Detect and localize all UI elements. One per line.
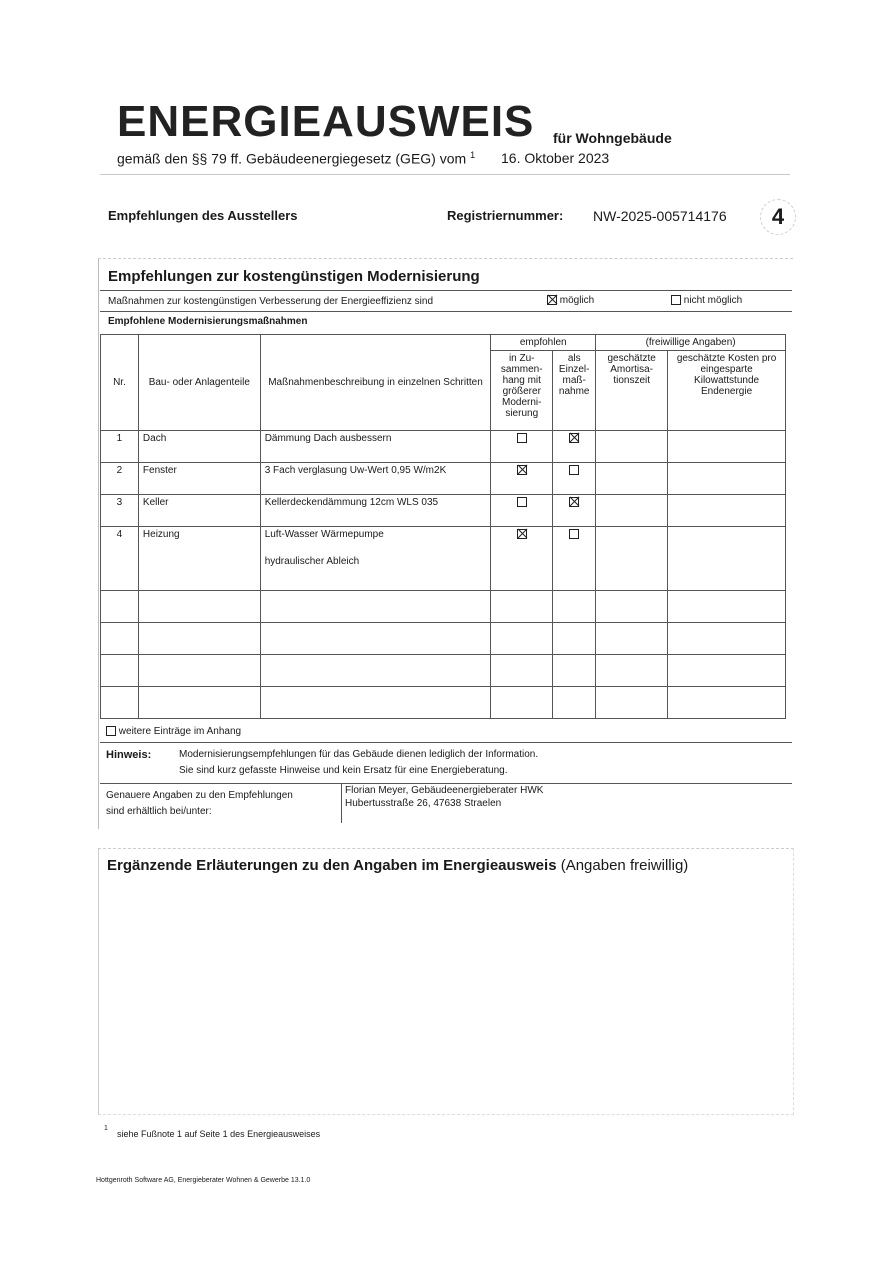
table-row [101,431,786,463]
col-header-recommended: empfohlen [491,335,596,351]
col-header-part: Bau- oder Anlagenteile [138,335,260,431]
checkbox-checked-icon[interactable] [569,433,579,443]
row-cost [668,431,786,463]
contact-label-1: Genauere Angaben zu den Empfehlungen [106,790,293,801]
table-row [101,527,786,591]
option-not-possible-label: nicht möglich [683,295,743,306]
divider [341,783,342,823]
hint-line-2: Sie sind kurz gefasste Hinweise und kein Ersatz für eine Energieberatung. [179,765,508,776]
row-amortization [596,495,668,527]
col-header-amortization: geschätzte Amortisa-tionszeit [596,351,668,431]
checkbox-checked-icon[interactable] [547,295,557,305]
supplementary-heading-main: Ergänzende Erläuterungen zu den Angaben im Energieausweis [107,857,557,874]
recommendations-subheading: Empfohlene Modernisierungsmaßnahmen [108,316,308,327]
hint-line-1: Modernisierungsempfehlungen für das Gebäude dienen lediglich der Information. [179,749,539,760]
row-description: Kellerdeckendämmung 12cm WLS 035 [260,495,491,527]
row-amortization [596,463,668,495]
table-row-empty [101,687,786,719]
contact-label-2: sind erhältlich bei/unter: [106,806,212,817]
contact-address: Hubertusstraße 26, 47638 Straelen [345,798,502,809]
more-entries[interactable] [106,726,241,737]
checkbox-empty-icon[interactable] [569,465,579,475]
table-row-empty [101,623,786,655]
option-possible-label: möglich [559,295,595,306]
row-description-line2: hydraulischer Ableich [264,556,360,567]
supplementary-heading [107,857,688,874]
row-amortization [596,527,668,591]
row-part: Fenster [138,463,260,495]
supplementary-heading-suffix: (Angaben freiwillig) [560,857,689,874]
hint-label: Hinweis: [106,749,152,761]
row-description-line1: Luft-Wasser Wärmepumpe [264,529,384,540]
footnote-marker-bottom: 1 [104,1125,108,1132]
checkbox-empty-icon[interactable] [517,497,527,507]
registration-label: Registriernummer: [447,208,564,223]
checkbox-empty-icon[interactable] [106,726,116,736]
row-nr: 4 [101,527,139,591]
row-cost [668,527,786,591]
software-credit: Hottgenroth Software AG, Energieberater Wohnen & Gewerbe 13.1.0 [96,1177,311,1184]
row-description: 3 Fach verglasung Uw-Wert 0,95 W/m2K [260,463,491,495]
table-row-empty [101,591,786,623]
legal-basis [117,150,475,167]
document-title-suffix: für Wohngebäude [553,130,672,146]
row-cost [668,495,786,527]
option-possible[interactable] [547,295,594,306]
footnote-marker: 1 [470,150,476,160]
divider [100,742,792,743]
col-header-in-context: in Zu-sammen-hang mit größerer Moderni-sierung [491,351,553,431]
col-header-single: als Einzel-maß-nahme [553,351,596,431]
row-part: Dach [138,431,260,463]
row-nr: 2 [101,463,139,495]
law-date: 16. Oktober 2023 [501,150,610,166]
row-part: Heizung [138,527,260,591]
col-header-optional: (freiwillige Angaben) [596,335,786,351]
checkbox-empty-icon[interactable] [517,433,527,443]
recommendations-heading: Empfehlungen zur kostengünstigen Modernisierung [108,268,480,285]
divider [100,783,792,784]
col-header-cost: geschätzte Kosten pro eingesparte Kilowattstunde Endenergie [668,351,786,431]
checkbox-empty-icon[interactable] [671,295,681,305]
contact-name: Florian Meyer, Gebäudeenergieberater HWK [345,785,544,796]
recommendations-table [100,334,786,719]
measures-text: Maßnahmen zur kostengünstigen Verbesserung der Energieeffizienz sind [108,296,434,307]
page-number: 4 [760,199,796,235]
col-header-description: Maßnahmenbeschreibung in einzelnen Schritten [260,335,491,431]
table-row-empty [101,655,786,687]
checkbox-checked-icon[interactable] [517,529,527,539]
table-row [101,495,786,527]
supplementary-box [98,848,794,1115]
more-entries-label: weitere Einträge im Anhang [118,726,242,737]
row-description [260,527,491,591]
registration-number: NW-2025-005714176 [593,208,727,224]
divider [100,311,792,312]
checkbox-checked-icon[interactable] [517,465,527,475]
header-divider [100,174,790,175]
row-description: Dämmung Dach ausbessern [260,431,491,463]
checkbox-empty-icon[interactable] [569,529,579,539]
option-not-possible[interactable] [671,295,742,306]
legal-basis-text: gemäß den §§ 79 ff. Gebäudeenergiegesetz (GEG) vom [117,150,467,167]
row-amortization [596,431,668,463]
row-cost [668,463,786,495]
section-label: Empfehlungen des Ausstellers [108,208,298,223]
divider [100,290,792,291]
col-header-nr: Nr. [101,335,139,431]
row-part: Keller [138,495,260,527]
row-nr: 3 [101,495,139,527]
document-title: ENERGIEAUSWEIS [117,97,535,146]
footnote-text: siehe Fußnote 1 auf Seite 1 des Energieausweises [117,1129,321,1139]
table-row [101,463,786,495]
checkbox-checked-icon[interactable] [569,497,579,507]
row-nr: 1 [101,431,139,463]
